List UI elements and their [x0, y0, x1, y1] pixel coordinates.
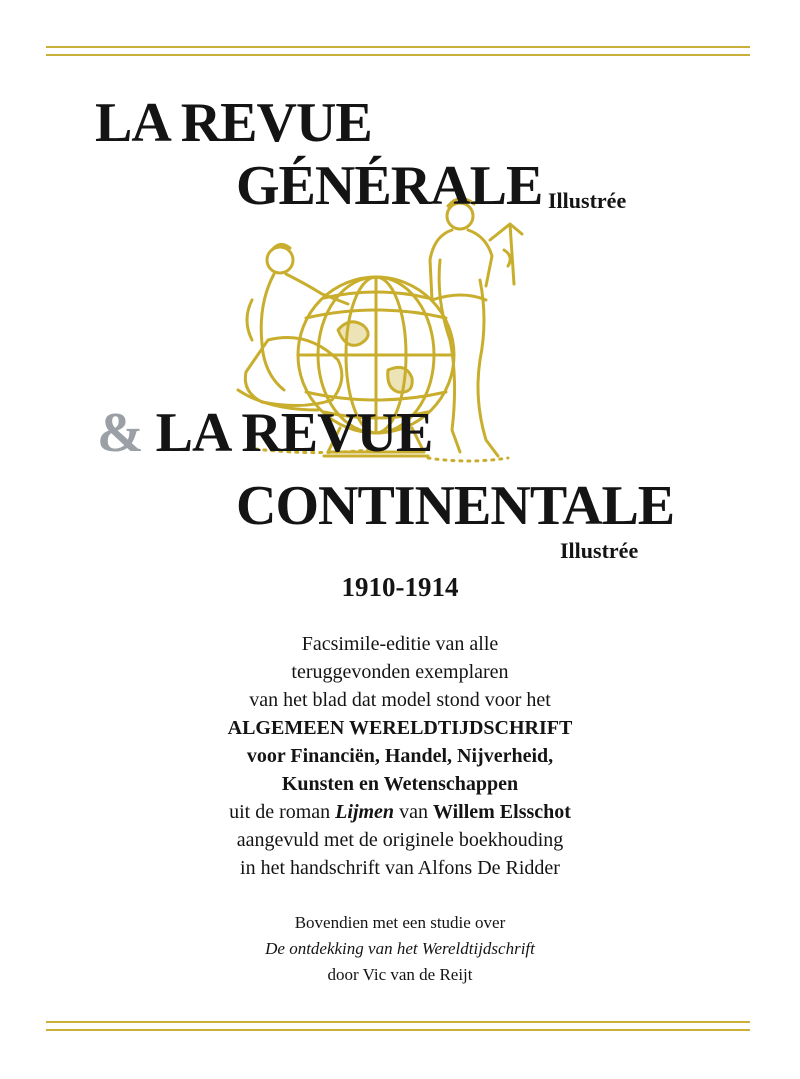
title-revue-continentale-line1	[97, 402, 433, 464]
top-rule	[46, 46, 750, 56]
study-note	[0, 910, 800, 988]
title-revue-generale-suffix: Illustrée	[548, 188, 627, 213]
description-line: van het blad dat model stond voor het	[249, 689, 551, 711]
ampersand: &	[97, 402, 143, 464]
description	[0, 630, 800, 882]
title-revue-generale-line2: GÉNÉRALE	[236, 155, 543, 217]
novel-author: Willem Elsschot	[432, 801, 571, 823]
novel-intro: uit de roman	[229, 801, 331, 823]
description-line: teruggevonden exemplaren	[291, 661, 509, 683]
description-line-bold: voor Financiën, Handel, Nijverheid,	[246, 745, 554, 767]
description-line: Facsimile-editie van alle	[301, 633, 499, 655]
title-revue-continentale-line1-text: LA REVUE	[155, 402, 433, 464]
description-line	[0, 798, 800, 826]
title-revue-continentale-line2: CONTINENTALE	[236, 475, 675, 537]
bottom-rule	[46, 1021, 750, 1031]
study-note-line: Bovendien met een studie over	[294, 913, 506, 932]
novel-connector: van	[399, 801, 428, 823]
study-title: De ontdekking van het Wereldtijdschrift	[265, 939, 535, 958]
description-line: aangevuld met de originele boekhouding	[236, 829, 564, 851]
study-author: door Vic van de Reijt	[327, 965, 473, 984]
novel-title: Lijmen	[335, 801, 395, 823]
description-line-bold: Kunsten en Wetenschappen	[281, 773, 519, 795]
years: 1910-1914	[341, 572, 459, 602]
description-line-bold: ALGEMEEN WERELDTIJDSCHRIFT	[227, 717, 573, 739]
title-revue-generale-line1: LA REVUE	[95, 92, 372, 154]
title-revue-continentale-suffix: Illustrée	[560, 538, 639, 563]
description-line: in het handschrift van Alfons De Ridder	[240, 857, 560, 879]
